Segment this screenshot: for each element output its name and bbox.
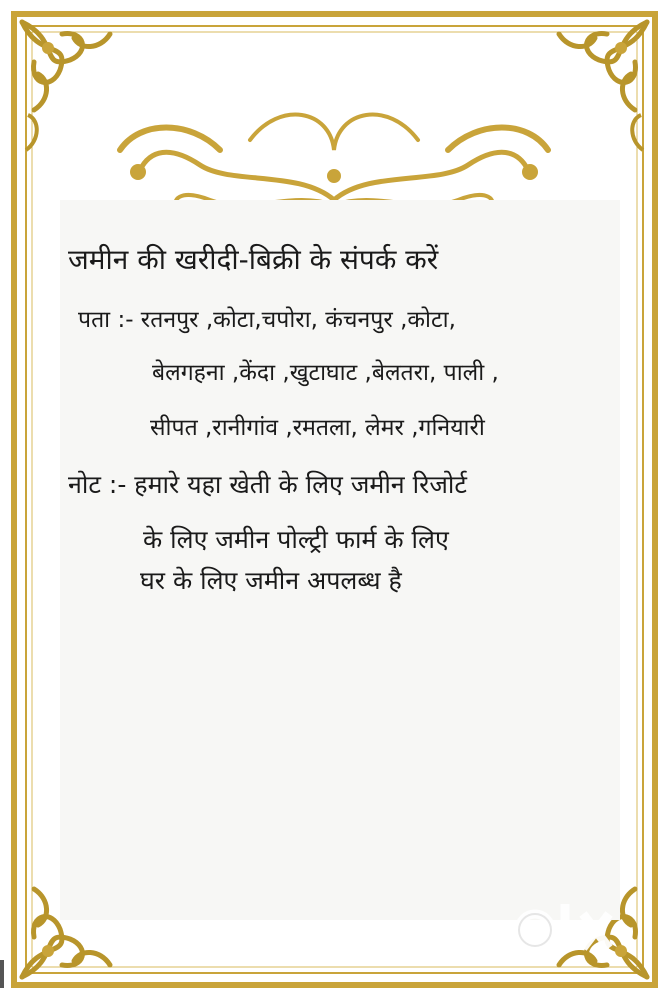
address-line-2: बेलगहना ,केंदा ,खुटाघाट ,बेलतरा, पाली , [152, 360, 499, 386]
side-scroll-right-top [632, 115, 643, 150]
olx-logo-icon [513, 896, 623, 958]
top-center-flourish [120, 115, 548, 210]
address-line-3: सीपत ,रानीगांव ,रमतला, लेमर ,गनियारी [150, 415, 485, 441]
heading: जमीन की खरीदी-बिक्री के संपर्क करें [68, 243, 439, 276]
note-line-1: नोट :- हमारे यहा खेती के लिए जमीन रिजोर्ट [68, 470, 467, 499]
note-line-3: घर के लिए जमीन अपलब्ध है [140, 566, 402, 595]
corner-ornament-top-left [22, 22, 110, 110]
side-scroll-left-top [26, 115, 37, 150]
note-line-2: के लिए जमीन पोल्ट्री फार्म के लिए [143, 525, 449, 554]
address-line-1: पता :- रतनपुर ,कोटा,चपोरा, कंचनपुर ,कोटा, [78, 307, 456, 333]
edge-marker [0, 960, 4, 988]
corner-ornament-top-right [559, 22, 647, 110]
